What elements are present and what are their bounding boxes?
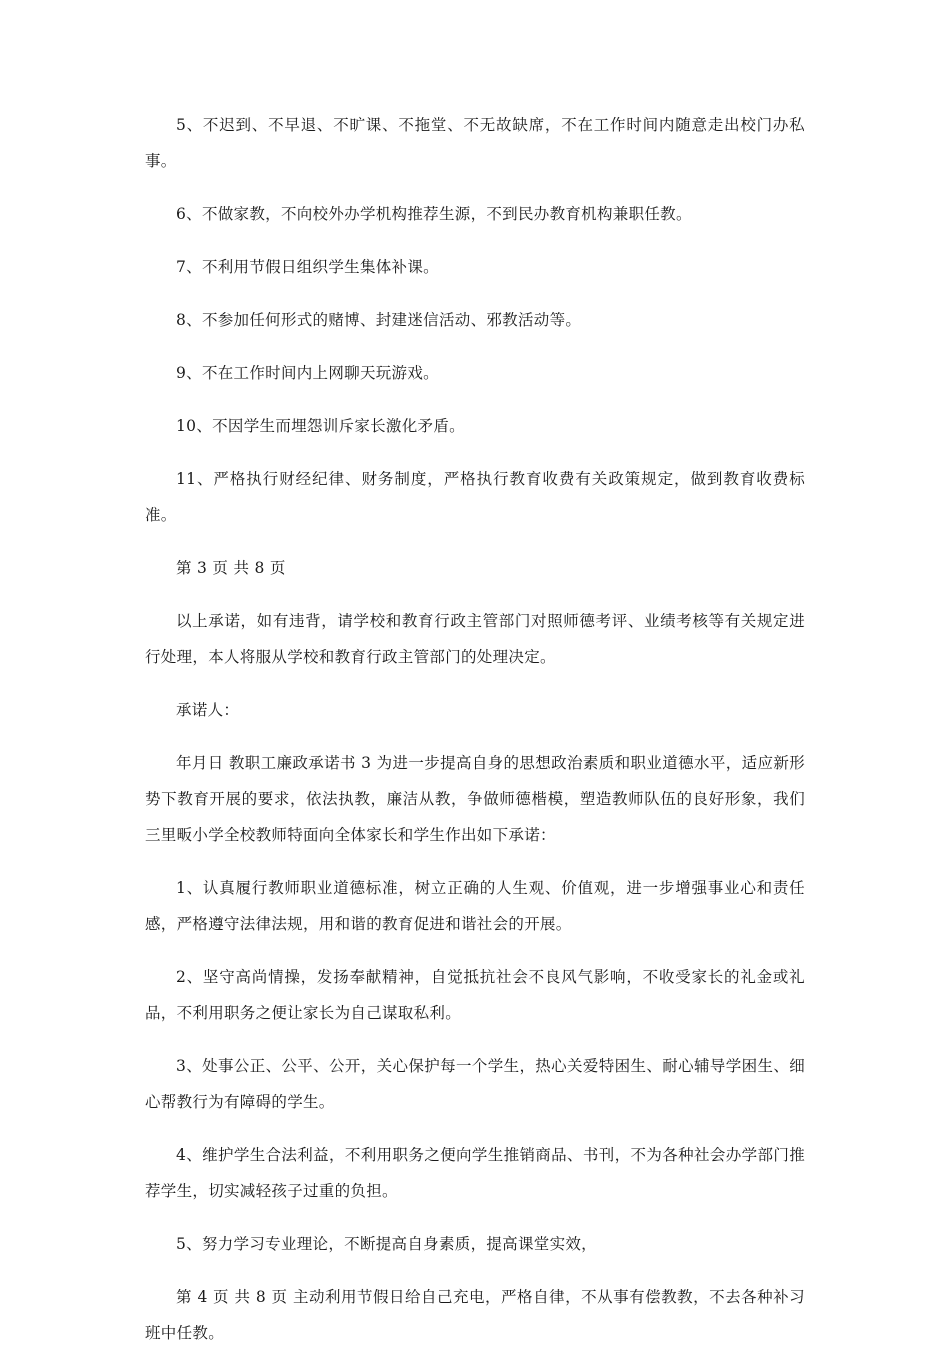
paragraph-pledge-3: 3、处事公正、公平、公开，关心保护每一个学生，热心关爱特困生、耐心辅导学困生、细心帮教行为有障碍的学生。 — [145, 1057, 805, 1111]
paragraph-rule-5: 5、不迟到、不早退、不旷课、不拖堂、不无故缺席，不在工作时间内随意走出校门办私事。 — [145, 116, 805, 170]
paragraph-rule-9: 9、不在工作时间内上网聊天玩游戏。 — [176, 364, 439, 382]
paragraph-rule-8: 8、不参加任何形式的赌博、封建迷信活动、邪教活动等。 — [176, 311, 582, 329]
paragraph-page-4-continuation: 第 4 页 共 8 页 主动利用节假日给自己充电，严格自律，不从事有偿教教，不去各种补习班中任教。 — [145, 1288, 805, 1342]
page-number-3: 第 3 页 共 8 页 — [176, 559, 286, 577]
paragraph-pledge-4: 4、维护学生合法利益，不利用职务之便向学生推销商品、书刊，不为各种社会办学部门推荐学生，切实减轻孩子过重的负担。 — [145, 1146, 805, 1200]
signatory-label: 承诺人： — [176, 701, 240, 719]
paragraph-rule-7: 7、不利用节假日组织学生集体补课。 — [176, 258, 439, 276]
paragraph-rule-10: 10、不因学生而埋怨训斥家长激化矛盾。 — [176, 417, 465, 435]
paragraph-closing-statement: 以上承诺，如有违背，请学校和教育行政主管部门对照师德考评、业绩考核等有关规定进行处理，本人将服从学校和教育行政主管部门的处理决定。 — [145, 612, 805, 666]
document-page — [145, 107, 805, 1368]
paragraph-pledge-1: 1、认真履行教师职业道德标准，树立正确的人生观、价值观，进一步增强事业心和责任感，严格遵守法律法规，用和谐的教育促进和谐社会的开展。 — [145, 879, 805, 933]
paragraph-rule-11: 11、严格执行财经纪律、财务制度，严格执行教育收费有关政策规定，做到教育收费标准。 — [145, 470, 805, 524]
paragraph-pledge-5: 5、努力学习专业理论，不断提高自身素质，提高课堂实效， — [176, 1235, 597, 1253]
paragraph-rule-6: 6、不做家教，不向校外办学机构推荐生源，不到民办教育机构兼职任教。 — [176, 205, 692, 223]
paragraph-pledge-2: 2、坚守高尚情操，发扬奉献精神，自觉抵抗社会不良风气影响，不收受家长的礼金或礼品，不利用职务之便让家长为自己谋取私利。 — [145, 968, 805, 1022]
paragraph-pledge-intro: 年月日 教职工廉政承诺书 3 为进一步提高自身的思想政治素质和职业道德水平，适应新形势下教育开展的要求，依法执教，廉洁从教，争做师德楷模，塑造教师队伍的良好形象，我们三里畈小学全校教师特面向全体家长和学生作出如下承诺： — [145, 754, 805, 844]
